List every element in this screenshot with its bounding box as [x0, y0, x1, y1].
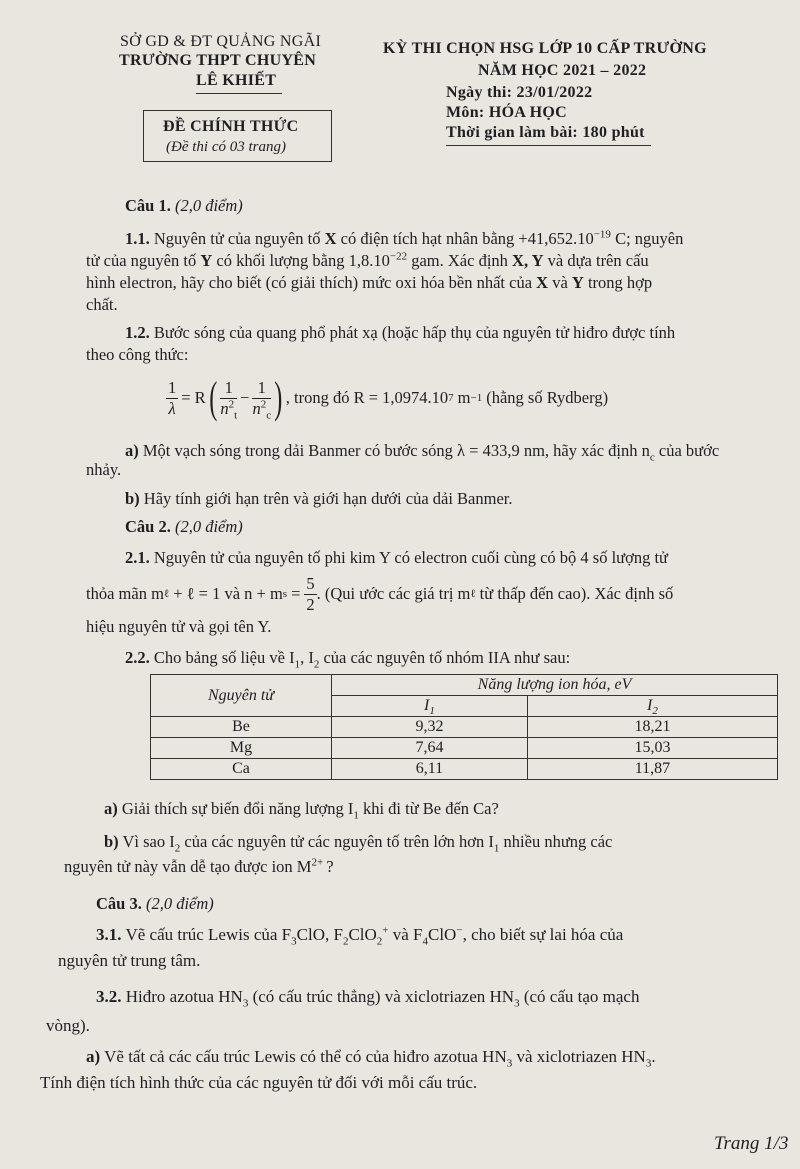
text: Nguyên tử của nguyên tố phi kim Y có electron cuối cùng có bộ 4 số lượng tử — [153, 548, 668, 567]
text: 2 — [652, 705, 658, 718]
q3-2a-line2: Tính điện tích hình thức của các nguyên tử đối với mỗi cấu trúc. — [40, 1073, 478, 1092]
department-name: SỞ GD & ĐT QUẢNG NGÃI — [120, 33, 322, 50]
text: , I — [300, 648, 314, 667]
q1-heading — [125, 196, 243, 216]
cell-i1: 7,64 — [332, 738, 528, 759]
text: n — [220, 398, 229, 418]
text: 1 — [252, 378, 271, 399]
school-name: TRƯỜNG THPT CHUYÊN — [119, 52, 317, 69]
text: b) — [104, 832, 119, 851]
fraction-one-over-lambda — [166, 378, 178, 419]
q3-heading — [96, 894, 214, 914]
col-header-atom: Nguyên tử — [151, 675, 332, 717]
rydberg-formula: $\frac{1}{\lambda}$ = R ( $\frac{1}{n^2_t}$ − $\frac{1}{n^2_c}$ ) , trong đó R = 1,0974.10 7 m −1 (hằng số Rydberg) — [168, 373, 609, 422]
q1-1-line1 — [125, 229, 683, 249]
text: của các nguyên tố nhóm IIA như sau: — [323, 648, 571, 667]
right-paren: ) — [274, 373, 283, 422]
q1-title: Câu 1. — [125, 196, 171, 215]
text: m — [457, 388, 471, 407]
text: Y — [571, 273, 584, 292]
exam-title: KỲ THI CHỌN HSG LỚP 10 CẤP TRƯỜNG — [383, 40, 707, 57]
q2-1-line3: hiệu nguyên tử và gọi tên Y. — [86, 617, 272, 636]
text: a) — [125, 441, 139, 460]
table-row — [151, 759, 778, 780]
text: nguyên tử này vẫn dễ tạo được ion M — [64, 857, 312, 876]
text: từ thấp đến cao). Xác định số — [479, 584, 674, 603]
text: (có cấu tạo mạch — [523, 987, 640, 1006]
q3-2-line1 — [96, 987, 640, 1010]
q1-1-line3 — [86, 273, 652, 293]
text: và — [552, 273, 568, 292]
text: Y — [200, 251, 213, 270]
text: nhiều nhưng các — [503, 832, 613, 851]
q3-points: (2,0 điểm) — [145, 894, 214, 913]
text: 2 — [306, 594, 315, 614]
text: Cho bảng số liệu về I — [153, 648, 295, 667]
text: λ — [168, 398, 176, 418]
cell-i2: 11,87 — [527, 759, 777, 780]
q1-2-line1 — [125, 323, 675, 343]
text: = R — [181, 388, 206, 407]
exam-subject: Môn: HÓA HỌC — [446, 104, 567, 121]
text: . — [651, 1047, 656, 1066]
fraction-five-halves — [304, 574, 316, 615]
text: tử của nguyên tố — [86, 251, 197, 270]
exam-date: Ngày thi: 23/01/2022 — [446, 84, 593, 101]
text: và F — [392, 925, 423, 944]
table-row — [151, 717, 778, 738]
q3-title: Câu 3. — [96, 894, 142, 913]
q1-2a-line2: nhảy. — [86, 460, 122, 479]
text: b) — [125, 489, 140, 508]
q1-2-line2: theo công thức: — [86, 345, 189, 364]
q3-2-number: 3.2. — [96, 987, 122, 1006]
text: −22 — [389, 250, 408, 263]
q2-2b-line2 — [64, 857, 334, 877]
text: của các nguyên tử các nguyên tố trên lớn hơn I — [184, 832, 494, 851]
school-name-2: LÊ KHIẾT — [196, 72, 282, 94]
text: (hằng số Rydberg) — [486, 388, 609, 407]
text: Vì sao I — [122, 832, 175, 851]
text: ClO, F — [296, 925, 343, 944]
text: Bước sóng của quang phổ phát xạ (hoặc hấp thụ của nguyên tử hiđro được tính — [153, 323, 676, 342]
exam-duration: Thời gian làm bài: 180 phút — [446, 124, 651, 146]
q3-1-line2: nguyên tử trung tâm. — [58, 951, 201, 970]
text: và dựa trên cấu — [547, 251, 649, 270]
page-number: Trang 1/3 — [714, 1133, 789, 1154]
text: I — [647, 697, 653, 714]
text: 2+ — [311, 856, 324, 869]
text: X — [324, 229, 337, 248]
official-label: ĐỀ CHÍNH THỨC — [163, 118, 299, 135]
pages-note: (Đề thi có 03 trang) — [166, 139, 286, 155]
text: c — [266, 408, 272, 421]
text: 2 — [376, 935, 383, 948]
q2-1-line1 — [125, 548, 668, 568]
text: và xiclotriazen HN — [516, 1047, 646, 1066]
text: − — [240, 388, 250, 407]
col-header-i2 — [527, 696, 777, 717]
text: 4 — [422, 935, 428, 948]
text: 1 — [493, 842, 500, 855]
q3-2a-line1 — [86, 1047, 656, 1070]
q1-1-number: 1.1. — [125, 229, 150, 248]
q3-1-number: 3.1. — [96, 925, 122, 944]
fraction-one-over-nc — [252, 378, 271, 419]
text: có điện tích hạt nhân bằng +41,652.10 — [340, 229, 594, 248]
text: X, Y — [512, 251, 544, 270]
q2-2-line — [125, 648, 571, 671]
q2-points: (2,0 điểm) — [174, 517, 243, 536]
q3-2-line2: vòng). — [46, 1016, 90, 1035]
q3-1-line1 — [96, 924, 624, 948]
text: C; nguyên — [615, 229, 684, 248]
col-header-energy: Năng lượng ion hóa, eV — [332, 675, 778, 696]
text: c — [649, 451, 655, 464]
text: Vẽ tất cả các cấu trúc Lewis có thể có của hiđro azotua HN — [104, 1047, 507, 1066]
table-header-row — [151, 675, 778, 696]
text: 1 — [168, 377, 177, 397]
q2-heading — [125, 517, 243, 537]
left-paren: ( — [208, 373, 218, 422]
text: ClO — [348, 925, 377, 944]
q1-1-line4: chất. — [86, 295, 118, 314]
q1-2a-line1 — [125, 441, 720, 464]
text: 2 — [342, 935, 349, 948]
text: 2 — [260, 398, 267, 410]
q2-2a-line — [104, 799, 499, 822]
ionization-table — [150, 674, 778, 780]
q1-1-line2 — [86, 251, 649, 271]
text: (có cấu trúc thẳng) và xiclotriazen HN — [252, 987, 515, 1006]
text: − — [456, 924, 463, 937]
q2-1-number: 2.1. — [125, 548, 150, 567]
q2-title: Câu 2. — [125, 517, 171, 536]
text: + — [382, 924, 389, 937]
text: 3 — [242, 997, 249, 1010]
text: ClO — [428, 925, 457, 944]
text: trong hợp — [587, 273, 653, 292]
text: , cho biết sự lai hóa của — [462, 925, 624, 944]
q1-2-number: 1.2. — [125, 323, 150, 342]
text: 3 — [514, 997, 520, 1010]
text: + ℓ = 1 và n + m — [173, 584, 283, 603]
text: 3 — [645, 1057, 652, 1070]
text: 1 — [220, 378, 237, 399]
text: X — [536, 273, 549, 292]
q1-points: (2,0 điểm) — [174, 196, 243, 215]
text: 1 — [429, 705, 435, 718]
text: , trong đó R = 1,0974.10 — [285, 388, 449, 407]
text: của bước — [658, 441, 720, 460]
cell-i1: 9,32 — [332, 717, 528, 738]
text: 2 — [228, 398, 235, 410]
text: a) — [104, 799, 118, 818]
col-header-i1 — [332, 696, 528, 717]
text: n — [252, 398, 261, 418]
text: Hãy tính giới hạn trên và giới hạn dưới của dải Banmer. — [143, 489, 513, 508]
q1-2b-line — [125, 489, 513, 509]
text: 2 — [313, 658, 320, 671]
fraction-one-over-nt — [220, 378, 237, 419]
q2-1-line2: thỏa mãn m ℓ + ℓ = 1 và n + m s = $\frac{5}{2}$ . (Qui ước các giá trị m ℓ từ thấp đến cao). Xác định số — [86, 573, 674, 614]
text: a) — [86, 1047, 101, 1066]
text: 1 — [353, 809, 359, 822]
text: Vẽ cấu trúc Lewis của F — [125, 925, 292, 944]
text: gam. Xác định — [411, 251, 508, 270]
cell-element: Mg — [151, 738, 332, 759]
q2-2-number: 2.2. — [125, 648, 150, 667]
text: 5 — [306, 573, 315, 593]
q2-2b-line1 — [104, 832, 613, 855]
text: t — [234, 408, 238, 421]
text: I — [424, 697, 430, 714]
text: 3 — [506, 1057, 513, 1070]
cell-i2: 15,03 — [527, 738, 777, 759]
text: 2 — [174, 842, 181, 855]
text: có khối lượng bằng 1,8.10 — [216, 251, 390, 270]
text: . (Qui ước các giá trị m — [316, 584, 471, 603]
text: ? — [326, 857, 334, 876]
text: hình electron, hãy cho biết (có giải thích) mức oxi hóa bền nhất của — [86, 273, 533, 292]
text: Nguyên tử của nguyên tố — [153, 229, 321, 248]
cell-i1: 6,11 — [332, 759, 528, 780]
text: Một vạch sóng trong dải Banmer có bước sóng λ = 433,9 nm, hãy xác định n — [142, 441, 650, 460]
text: Hiđro azotua HN — [125, 987, 243, 1006]
text: −19 — [593, 228, 611, 241]
text: 1 — [294, 658, 301, 671]
text: Giải thích sự biến đổi năng lượng I — [121, 799, 354, 818]
text: 3 — [291, 935, 297, 948]
cell-element: Ca — [151, 759, 332, 780]
table-row — [151, 738, 778, 759]
cell-i2: 18,21 — [527, 717, 777, 738]
cell-element: Be — [151, 717, 332, 738]
text: = — [291, 584, 301, 603]
text: khi đi từ Be đến Ca? — [362, 799, 499, 818]
school-year: NĂM HỌC 2021 – 2022 — [478, 62, 647, 79]
text: thỏa mãn m — [86, 584, 164, 603]
